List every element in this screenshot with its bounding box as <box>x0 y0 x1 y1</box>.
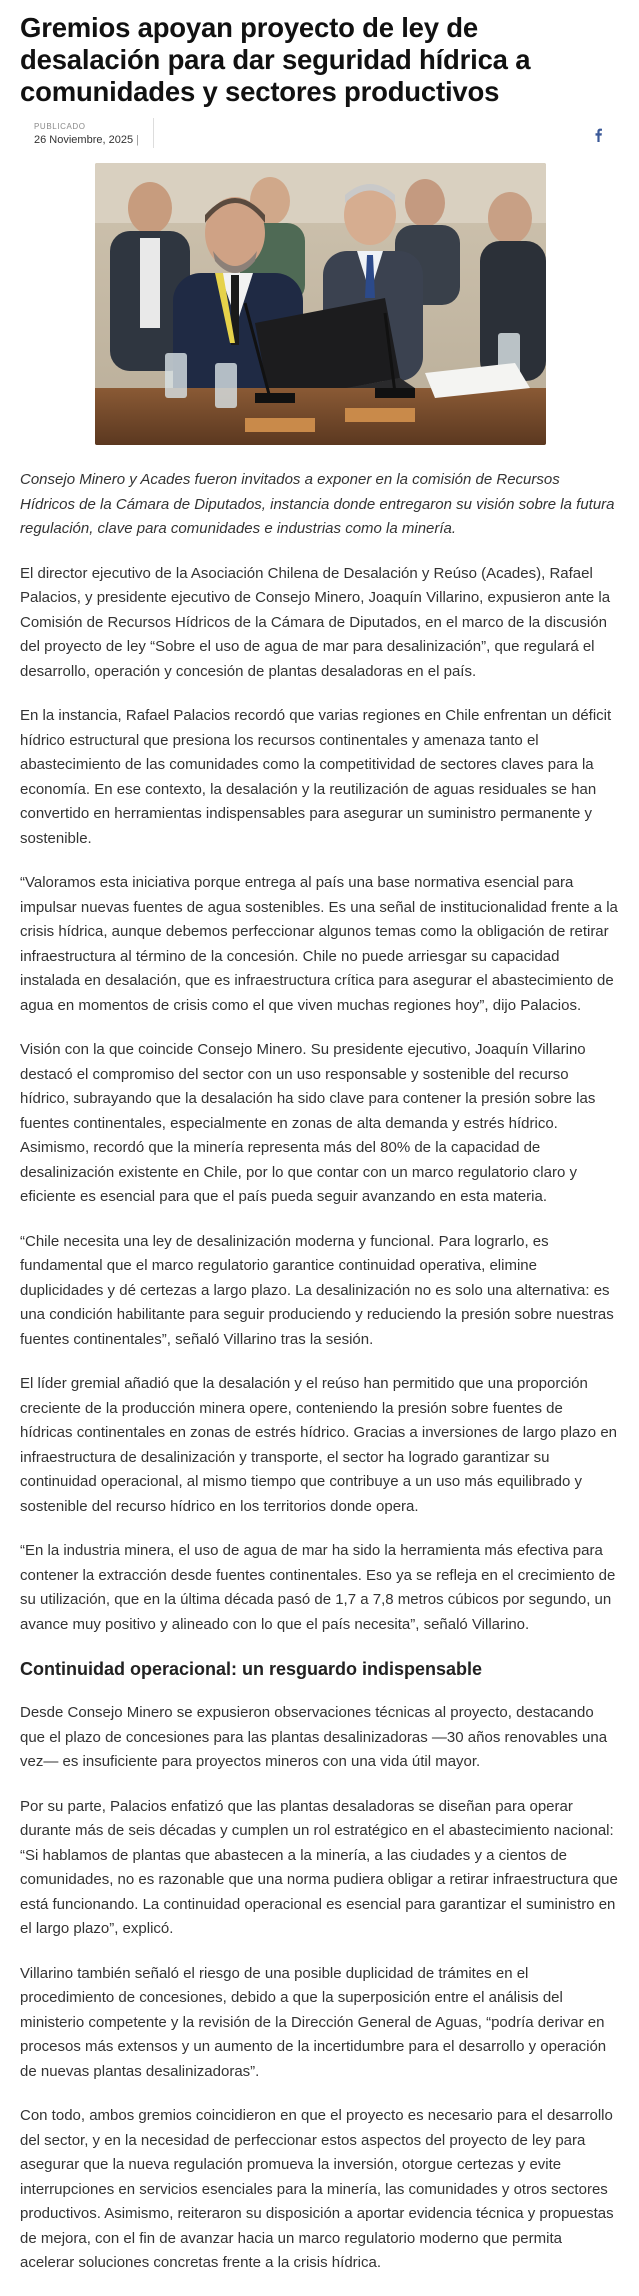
paragraph: “En la industria minera, el uso de agua de mar ha sido la herramienta más efectiva para contener la extracción desde fuentes continentales. Eso ya se refleja en el crecimiento de su utilización, que en la última década pasó de 1,7 a 7,8 metros cúbicos por segundo, un avance muy positivo y alineado con lo que el país necesita”, señaló Villarino. <box>20 1542 616 1633</box>
paragraph: El líder gremial añadió que la desalación y el reúso han permitido que una proporción creciente de la producción minera opere, conteniendo la presión sobre fuentes de hídricas continentales en zonas de estrés hídrico. Gracias a inversiones de largo plazo en infraestructura de desalinización y transporte, el sector ha logrado garantizar su continuidad operacional, al mismo tiempo que contribuye a un uso más equilibrado y sostenible del recurso hídrico en los territorios donde opera. <box>20 1375 618 1515</box>
paragraph: Visión con la que coincide Consejo Minero. Su presidente ejecutivo, Joaquín Villarino destacó el compromiso del sector con un uso responsable y sostenible del recurso hídrico, subrayando que la desalación ha sido clave para contener la presión sobre las fuentes continentales, especialmente en zonas de alta demanda y estrés hídrico. Asimismo, recordó que la minería representa más del 80% de la capacidad de desalinización existente en Chile, por lo que contar con un marco regulatorio claro y eficiente es esencial para que el país pueda seguir avanzando en esta materia. <box>20 1041 596 1205</box>
paragraph: Por su parte, Palacios enfatizó que las plantas desaladoras se diseñan para operar durante más de seis décadas y cumplen un rol estratégico en el abastecimiento nacional: “Si hablamos de plantas que abastecen a la minería, a las ciudades y a cientos de comunidades, no es razonable que una norma pudiera obligar a retirar infraestructura que está funcionando. La continuidad operacional es esencial para garantizar el suministro en el largo plazo”, explicó. <box>20 1797 618 1937</box>
article-body <box>20 468 618 2296</box>
paragraph: “Chile necesita una ley de desalinización moderna y funcional. Para lograrlo, es fundamental que el marco regulatorio garantice continuidad operativa, elimine duplicidades y dé certezas a largo plazo. La desalinización no es solo una alternativa: es una condición habilitante para seguir produciendo y reduciendo la presión sobre nuestras fuentes continentales”, señaló Villarino tras la sesión. <box>20 1232 614 1348</box>
paragraph: Desde Consejo Minero se expusieron observaciones técnicas al proyecto, destacando que el plazo de concesiones para las plantas desalinizadoras —30 años renovables una vez— es insuficiente para proyectos mineros con una vida útil mayor. <box>20 1704 608 1770</box>
article-meta <box>20 118 620 154</box>
publish-info <box>34 122 149 148</box>
paragraph: “Valoramos esta iniciativa porque entrega al país una base normativa esencial para impulsar nuevas fuentes de agua sostenibles. Es una señal de institucionalidad frente a la crisis hídrica, aunque debemos perfeccionar algunos temas como la obligación de retirar infraestructura al término de la concesión. Chile no puede arriesgar su capacidad instalada en desalación, que es infraestructura crítica para asegurar el abastecimiento de agua en momentos de crisis como el que viven muchas regiones hoy”, dijo Palacios. <box>20 874 618 1014</box>
section-heading: Continuidad operacional: un resguardo indispensable <box>20 1659 483 1679</box>
paragraph: Con todo, ambos gremios coincidieron en que el proyecto es necesario para el desarrollo del sector, y en la necesidad de perfeccionar estos aspectos del proyecto de ley para asegurar que la nueva regulación promueva la inversión, otorgue certezas y evite interrupciones en servicios esenciales para la minería, las comunidades y otros sectores productivos. Asimismo, reiteraron su disposición a aportar evidencia técnica y propuestas de mejora, con el fin de avanzar hacia un marco regulatorio moderno que permita acelerar soluciones concretas frente a la crisis hídrica. <box>20 2107 614 2271</box>
meta-divider <box>153 118 154 148</box>
article-lead: Consejo Minero y Acades fueron invitados a exponer en la comisión de Recursos Hídricos de la Cámara de Diputados, instancia donde entregaron su visión sobre la futura regulación, clave para comunidades e industrias como la minería. <box>20 471 615 537</box>
article-photo <box>95 163 546 445</box>
published-date-row <box>34 132 139 148</box>
paragraph: En la instancia, Rafael Palacios recordó que varias regiones en Chile enfrentan un déficit hídrico estructural que presiona los recursos continentales y amenaza tanto el abastecimiento de las comunidades como la competitividad de sectores claves para la economía. En ese contexto, la desalación y la reutilización de aguas residuales se han convertido en herramientas indispensables para asegurar un suministro permanente y sostenible. <box>20 707 612 847</box>
article-title: Gremios apoyan proyecto de ley de desalación para dar seguridad hídrica a comunidades y sectores productivos <box>20 12 531 107</box>
published-label: PUBLICADO <box>34 122 86 131</box>
article-header <box>20 0 620 154</box>
paragraph: Villarino también señaló el riesgo de una posible duplicidad de trámites en el procedimiento de concesiones, debido a que la superposición entre el análisis del ministerio competente y la revisión de la Dirección General de Aguas, “podría derivar en procesos más extensos y un aumento de la incertidumbre para el desarrollo y operación de nuevas plantas desalinizadoras”. <box>20 1964 607 2080</box>
published-date: 26 Noviembre, 2025 <box>34 134 134 146</box>
paragraph: El director ejecutivo de la Asociación Chilena de Desalación y Reúso (Acades), Rafael Palacios, y presidente ejecutivo de Consejo Minero, Joaquín Villarino, expusieron ante la Comisión de Recursos Hídricos de la Cámara de Diputados, en el marco de la discusión del proyecto de ley “Sobre el uso de agua de mar para desalinización”, que regulará el desarrollo, operación y concesión de plantas desaladoras en el país. <box>20 564 611 680</box>
date-separator: | <box>136 134 139 146</box>
hearing-photo <box>95 163 546 445</box>
facebook-icon[interactable] <box>592 128 604 142</box>
